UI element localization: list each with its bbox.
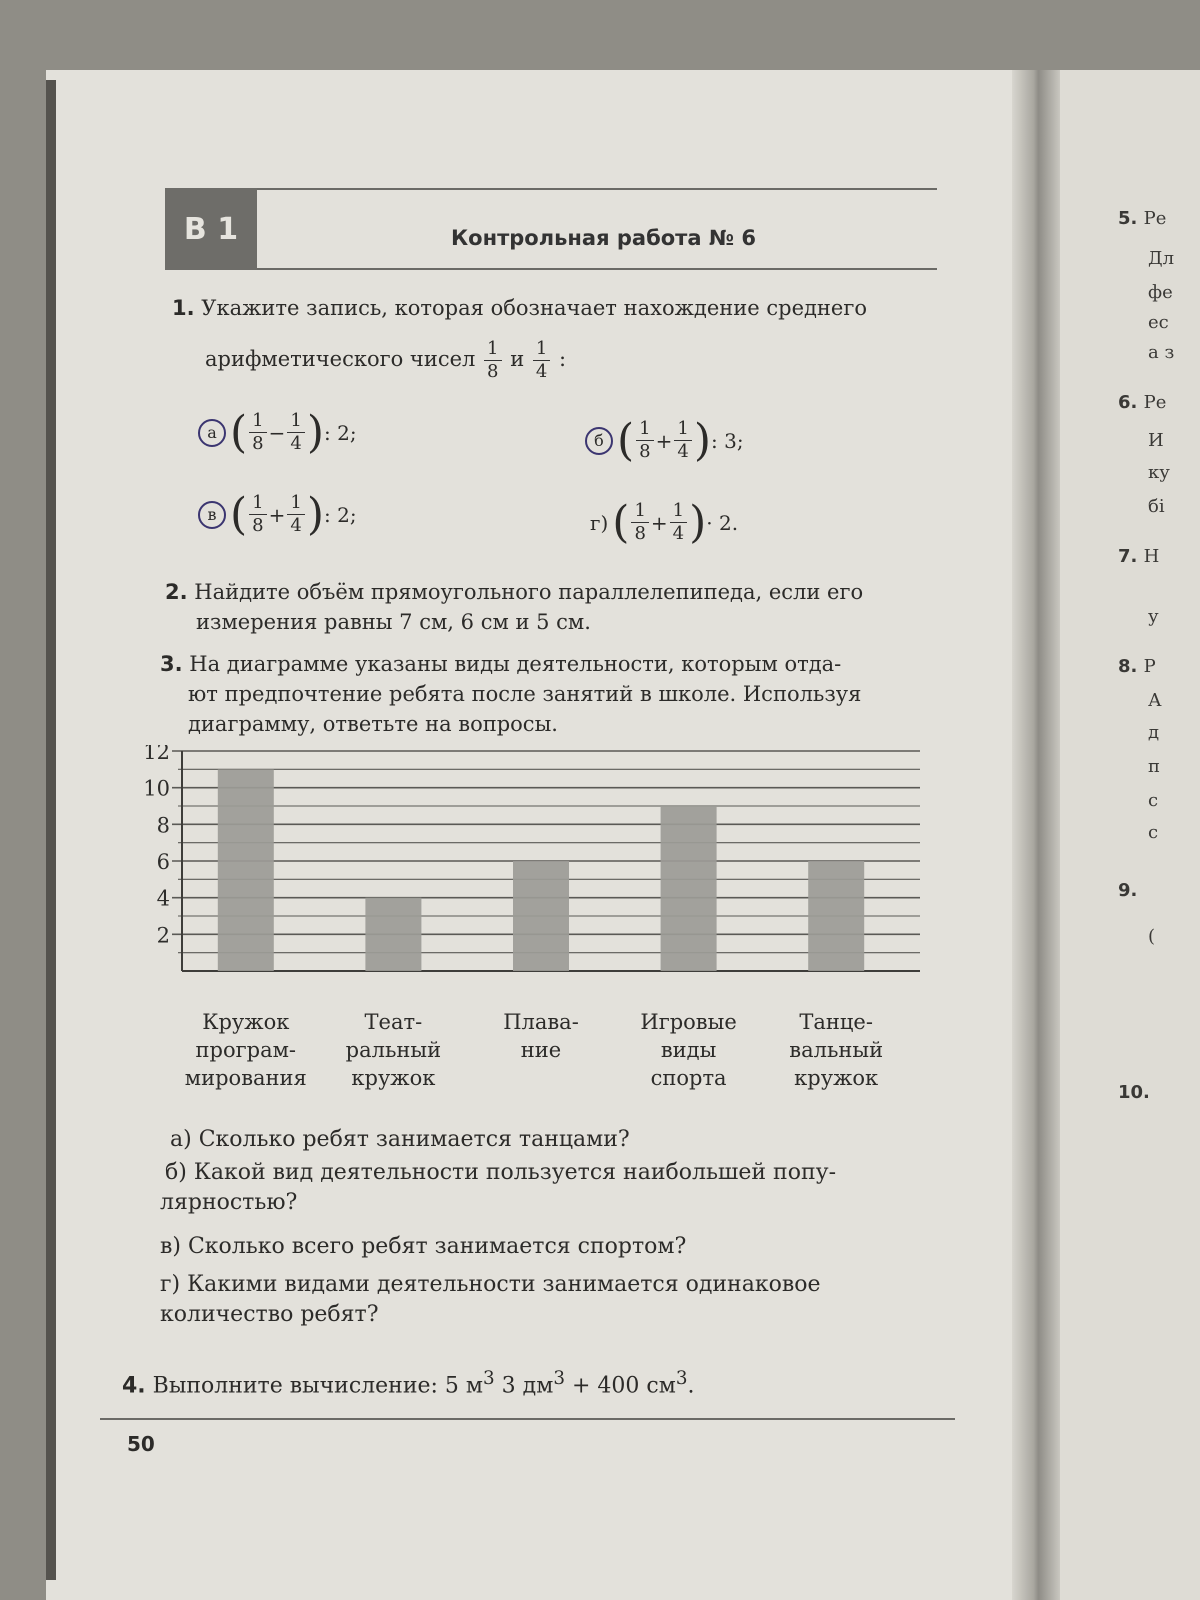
- right-task-number: 6.: [1118, 392, 1144, 413]
- task2-number: 2.: [165, 580, 188, 604]
- y-tick-label: 12: [143, 745, 170, 764]
- right-task-text: фе: [1148, 282, 1173, 303]
- right-page-fragment: [1148, 690, 1162, 711]
- right-task-number: 5.: [1118, 208, 1144, 229]
- right-task-text: с: [1148, 822, 1159, 843]
- variant-badge: В 1: [165, 188, 257, 270]
- frac-denominator: 8: [639, 441, 651, 462]
- x-category-label-line: Танце-: [799, 1010, 873, 1034]
- right-task-text: Р: [1143, 656, 1156, 677]
- right-task-number: 8.: [1118, 656, 1144, 677]
- task1-option-a[interactable]: [198, 406, 357, 458]
- right-task-text: (: [1148, 926, 1156, 947]
- right-task-text: ес: [1148, 312, 1169, 333]
- x-category-label-line: Плава-: [503, 1010, 579, 1034]
- fraction: [484, 338, 501, 383]
- frac-denominator: 4: [672, 523, 685, 544]
- option-letter-circled: а: [198, 419, 226, 447]
- paren-open: (: [230, 406, 248, 458]
- x-category-label-line: виды: [660, 1038, 717, 1062]
- bar: [661, 806, 717, 971]
- option-letter-circled: б: [585, 427, 613, 455]
- right-page-fragment: [1118, 656, 1156, 677]
- x-category-label-line: вальный: [789, 1038, 884, 1062]
- x-category-label: [166, 1008, 326, 1092]
- right-page-fragment: [1118, 1082, 1150, 1103]
- option-tail: · 2.: [706, 510, 739, 535]
- right-page-fragment: [1148, 722, 1159, 743]
- question-b: б) Какой вид деятельности пользуется наибольшей попу-: [165, 1160, 836, 1185]
- paren-close: ): [693, 414, 712, 466]
- fraction: [533, 338, 550, 383]
- fraction: [674, 418, 691, 463]
- frac-numerator: 1: [484, 338, 501, 361]
- question-v: в) Сколько всего ребят занимается спортом?: [160, 1234, 687, 1259]
- right-page-fragment: [1118, 880, 1137, 901]
- task3-number: 3.: [160, 652, 183, 676]
- question-b-cont: лярностью?: [160, 1190, 298, 1215]
- right-task-text: бі: [1148, 496, 1165, 517]
- task2-text: Найдите объём прямоугольного параллелепипеда, если его: [194, 580, 864, 604]
- page-number: 50: [127, 1432, 155, 1456]
- option-tail: : 3;: [711, 428, 744, 453]
- task2-line2: измерения равны 7 см, 6 см и 5 см.: [196, 610, 591, 634]
- option-letter-circled: в: [198, 501, 226, 529]
- frac-numerator: 1: [674, 418, 691, 441]
- x-category-label-line: ральный: [345, 1038, 442, 1062]
- superscript: 3: [675, 1368, 688, 1389]
- paren-open: (: [617, 414, 635, 466]
- fraction: [287, 410, 304, 455]
- frac-numerator: 1: [631, 500, 648, 523]
- task2-line1: [165, 578, 863, 606]
- right-task-text: п: [1148, 756, 1160, 777]
- right-page-fragment: [1148, 248, 1174, 269]
- right-task-number: 10.: [1118, 1082, 1150, 1103]
- right-task-text: И: [1148, 430, 1164, 451]
- fraction: [636, 418, 653, 463]
- frac-numerator: 1: [287, 410, 304, 433]
- task3-line3: диаграмму, ответьте на вопросы.: [188, 712, 558, 736]
- question-a: а) Сколько ребят занимается танцами?: [170, 1127, 630, 1152]
- page-title: Контрольная работа № 6: [451, 226, 757, 250]
- x-category-label-line: ние: [520, 1038, 562, 1062]
- book-spine: [1012, 70, 1060, 1600]
- paren-open: (: [230, 488, 248, 540]
- right-task-text: с: [1148, 790, 1159, 811]
- bar: [365, 898, 421, 971]
- operator: +: [650, 510, 668, 535]
- frac-denominator: 8: [634, 523, 646, 544]
- frac-denominator: 8: [487, 361, 499, 382]
- frac-numerator: 1: [670, 500, 687, 523]
- right-page-fragment: [1148, 926, 1155, 947]
- right-page-fragment: [1148, 342, 1174, 363]
- frac-numerator: 1: [636, 418, 653, 441]
- right-task-number: 7.: [1118, 546, 1144, 567]
- task1-text: Укажите запись, которая обозначает нахождение среднего: [201, 296, 867, 320]
- x-category-label-line: Кружок: [202, 1010, 290, 1034]
- task1-line2-prefix: арифметического чисел: [205, 347, 476, 371]
- right-page-fragment: [1118, 208, 1166, 229]
- y-tick-label: 6: [156, 850, 170, 874]
- task4-text2: 3 дм: [494, 1373, 554, 1399]
- task3-line2: ют предпочтение ребята после занятий в школе. Используя: [188, 682, 862, 706]
- right-page-fragment: [1148, 822, 1158, 843]
- fraction: [287, 492, 304, 537]
- right-page-fragment: [1148, 430, 1164, 451]
- bar: [513, 861, 569, 971]
- right-page-fragment: [1118, 546, 1159, 567]
- superscript: 3: [483, 1368, 495, 1389]
- task1-option-g[interactable]: [590, 496, 739, 548]
- task4-text4: .: [687, 1373, 695, 1399]
- x-category-label-line: Теат-: [364, 1010, 423, 1034]
- right-page-fragment: [1148, 756, 1160, 777]
- right-task-text: а з: [1148, 342, 1175, 363]
- paren-close: ): [306, 406, 325, 458]
- header-bottom-rule: [257, 268, 937, 270]
- page-edge-shadow: [46, 80, 56, 1580]
- right-task-text: д: [1148, 722, 1160, 743]
- paren-close: ): [306, 488, 325, 540]
- right-page-fragment: [1148, 790, 1158, 811]
- x-category-label-line: спорта: [650, 1066, 727, 1090]
- task1-option-v[interactable]: [198, 488, 357, 540]
- fraction: [249, 492, 266, 537]
- task4-text: Выполните вычисление: 5 м: [152, 1373, 484, 1399]
- fraction: [249, 410, 266, 455]
- task1-option-b[interactable]: [585, 414, 744, 466]
- right-page-fragment: [1148, 606, 1159, 627]
- right-page-fragment: [1148, 496, 1165, 517]
- right-task-text: Ре: [1143, 392, 1167, 413]
- fraction: [631, 500, 648, 545]
- frac-denominator: 4: [677, 441, 689, 462]
- right-page-fragment: [1118, 392, 1166, 413]
- frac-denominator: 4: [290, 515, 302, 536]
- y-tick-label: 8: [156, 813, 170, 838]
- x-category-label: [461, 1008, 621, 1064]
- question-g: г) Какими видами деятельности занимается одинаковое: [160, 1272, 821, 1297]
- task1-line1: [172, 294, 867, 322]
- x-category-label-line: Игровые: [640, 1010, 737, 1034]
- operator: −: [268, 420, 286, 445]
- y-tick-label: 10: [143, 776, 170, 801]
- activity-bar-chart: [130, 745, 950, 995]
- right-task-text: Ре: [1143, 208, 1167, 229]
- paren-close: ): [689, 496, 707, 548]
- bar: [218, 769, 274, 971]
- right-task-number: 9.: [1118, 880, 1138, 901]
- frac-numerator: 1: [533, 338, 550, 361]
- task1-number: 1.: [172, 296, 195, 320]
- y-tick-label: 2: [156, 923, 170, 948]
- frac-denominator: 4: [535, 361, 548, 382]
- task4-number: 4.: [122, 1373, 146, 1399]
- header-top-rule: [257, 188, 937, 190]
- x-category-label-line: мирования: [184, 1066, 307, 1090]
- task4-line: [122, 1365, 695, 1400]
- frac-numerator: 1: [287, 492, 304, 515]
- task1-line2: [205, 338, 566, 383]
- frac-numerator: 1: [249, 410, 266, 433]
- right-page-fragment: [1148, 282, 1173, 303]
- frac-denominator: 8: [252, 515, 264, 536]
- right-task-text: Н: [1143, 546, 1160, 567]
- right-task-text: Дл: [1148, 248, 1175, 269]
- x-category-label-line: кружок: [351, 1066, 436, 1090]
- frac-denominator: 8: [252, 433, 264, 454]
- x-category-label-line: кружок: [794, 1066, 879, 1090]
- operator: +: [268, 502, 286, 527]
- option-letter: г): [590, 510, 609, 535]
- right-page: [1060, 70, 1200, 1600]
- x-category-label: [756, 1008, 916, 1092]
- task3-text: На диаграмме указаны виды деятельности, которым отда-: [189, 652, 842, 676]
- right-task-text: А: [1148, 690, 1162, 711]
- operator: +: [655, 428, 673, 453]
- bar: [808, 861, 864, 971]
- frac-numerator: 1: [249, 492, 266, 515]
- right-task-text: ку: [1148, 462, 1170, 483]
- task3-line1: [160, 650, 841, 678]
- frac-denominator: 4: [290, 433, 302, 454]
- task4-text3: + 400 см: [565, 1373, 676, 1399]
- fraction: [670, 500, 687, 545]
- right-page-fragment: [1148, 462, 1170, 483]
- superscript: 3: [553, 1368, 566, 1389]
- option-tail: : 2;: [324, 502, 357, 527]
- right-page-fragment: [1148, 312, 1169, 333]
- footer-rule: [100, 1418, 955, 1420]
- x-category-label: [313, 1008, 473, 1092]
- option-tail: : 2;: [324, 420, 357, 445]
- x-category-label: [609, 1008, 769, 1092]
- paren-open: (: [612, 496, 630, 548]
- right-task-text: у: [1148, 606, 1159, 627]
- y-tick-label: 4: [156, 886, 170, 911]
- task1-line2-suffix: :: [559, 347, 567, 371]
- task1-conj: и: [510, 347, 525, 371]
- x-category-label-line: програм-: [195, 1038, 297, 1062]
- question-g-cont: количество ребят?: [160, 1302, 379, 1327]
